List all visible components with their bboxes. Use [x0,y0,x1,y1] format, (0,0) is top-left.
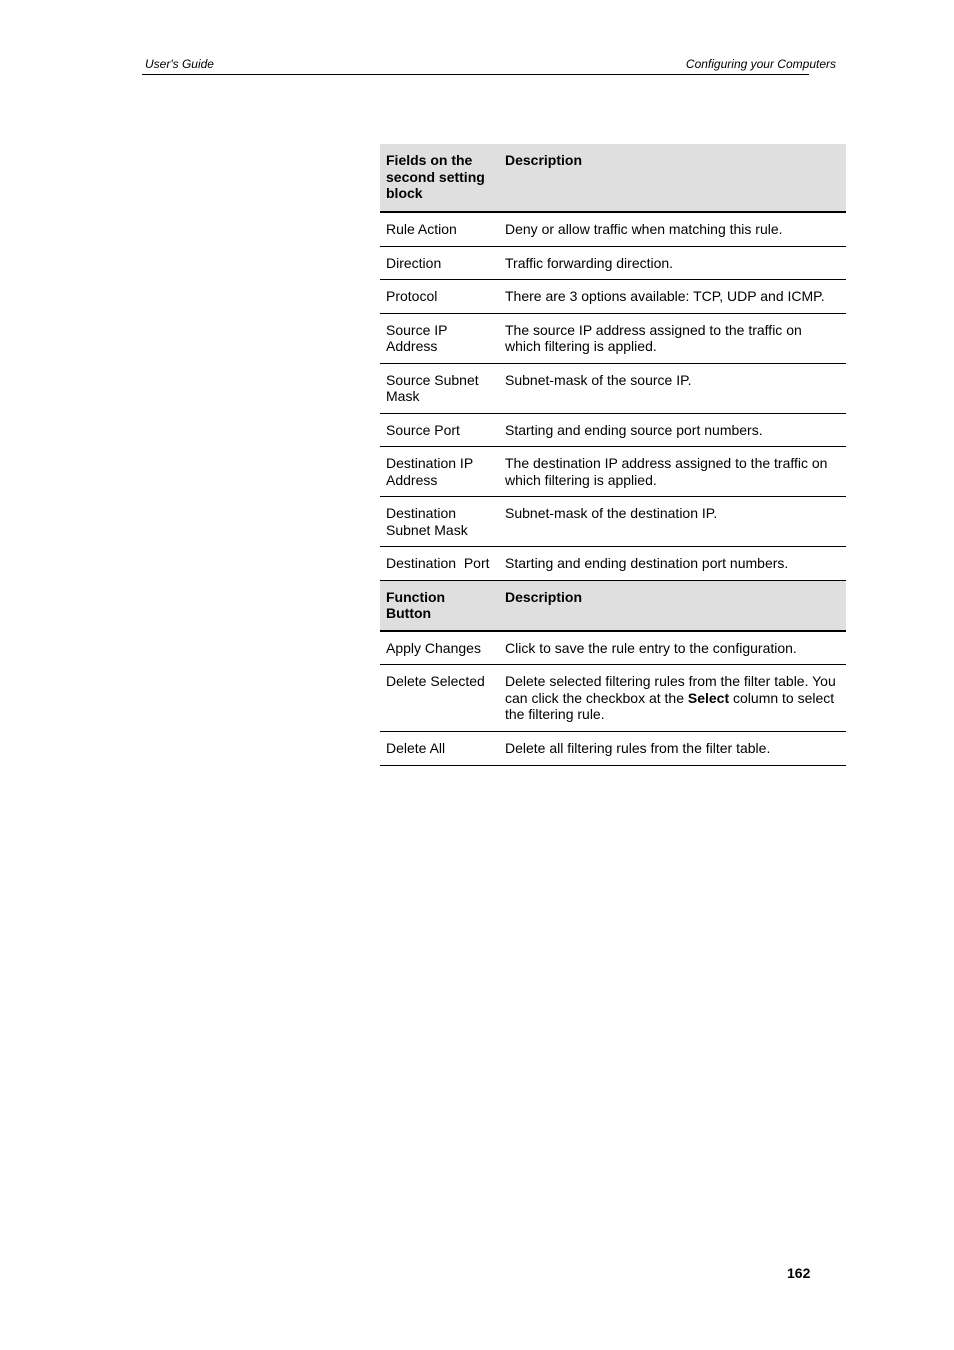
field-description: The source IP address assigned to the traffic on which filtering is applied. [499,313,846,363]
button-description: Click to save the rule entry to the configuration. [499,631,846,665]
table-row [380,280,846,314]
table-row [380,732,846,766]
table-row [380,665,846,732]
column-header-description: Description [499,580,846,631]
table-row [380,313,846,363]
table-row [380,246,846,280]
description-text: Delete selected filtering rules from the filter table. You can click the checkbox at the [505,673,836,706]
column-header-fields: Fields on the second setting block [380,144,499,212]
field-description: Traffic forwarding direction. [499,246,846,280]
field-name: Source Subnet Mask [380,363,499,413]
field-description: The destination IP address assigned to the traffic on which filtering is applied. [499,447,846,497]
field-name: Direction [380,246,499,280]
table-row [380,363,846,413]
field-description: There are 3 options available: TCP, UDP and ICMP. [499,280,846,314]
table-row [380,631,846,665]
page-number: 162 [787,1265,811,1281]
field-description: Subnet-mask of the destination IP. [499,497,846,547]
field-name: Source Port [380,413,499,447]
field-name: Source IP Address [380,313,499,363]
button-name: Apply Changes [380,631,499,665]
button-description: Delete all filtering rules from the filter table. [499,732,846,766]
field-description-table [380,144,846,766]
field-description: Starting and ending destination port numbers. [499,547,846,581]
field-description: Deny or allow traffic when matching this rule. [499,212,846,246]
header-chapter-title: Configuring your Computers [685,57,836,71]
field-name: Destination Subnet Mask [380,497,499,547]
table-header-row [380,144,846,212]
header-guide-title: User's Guide [145,57,214,71]
table-row [380,447,846,497]
field-name: Rule Action [380,212,499,246]
field-name: Destination Port [380,547,499,581]
header-divider [142,74,809,75]
button-name: Delete All [380,732,499,766]
field-name: Destination IP Address [380,447,499,497]
select-column-term: Select [687,689,730,706]
table-row [380,413,846,447]
table-row [380,497,846,547]
description-text: column to select the filtering rule. [505,689,835,722]
column-header-description: Description [499,144,846,212]
table-row [380,212,846,246]
field-description: Starting and ending source port numbers. [499,413,846,447]
field-name: Protocol [380,280,499,314]
button-description [499,665,846,732]
field-description: Subnet-mask of the source IP. [499,363,846,413]
table-subheader-row [380,580,846,631]
column-header-function-button: Function Button [380,580,499,631]
table-row [380,547,846,581]
button-name: Delete Selected [380,665,499,732]
